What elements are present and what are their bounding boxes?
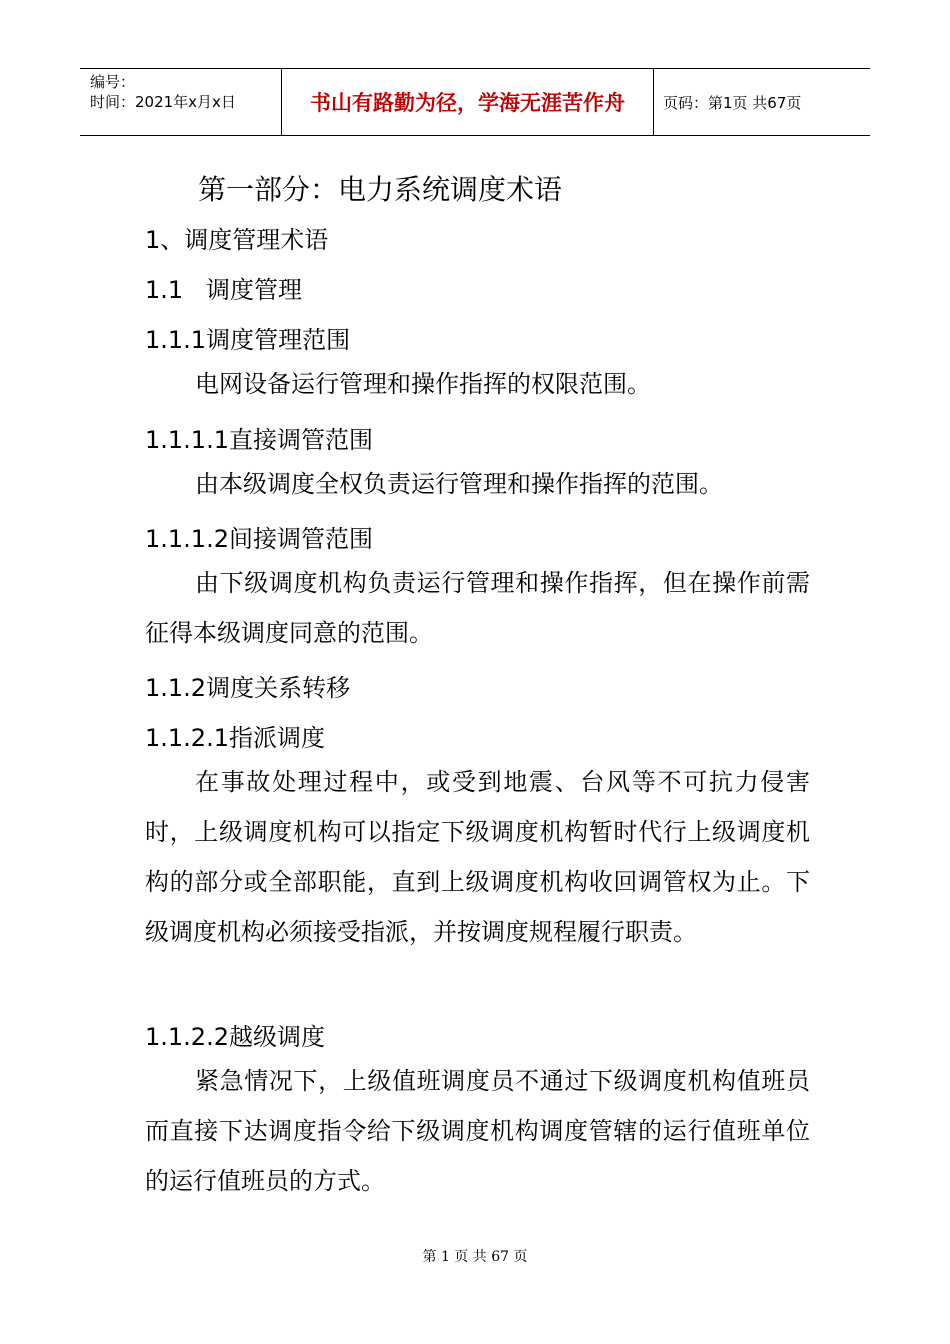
section-heading: 1、调度管理术语 — [145, 226, 329, 254]
section-heading: 1.1 调度管理 — [145, 276, 303, 304]
section-heading: 1.1.1.1直接调管范围 — [145, 426, 373, 454]
section-heading: 1.1.1调度管理范围 — [145, 326, 351, 354]
header-left-cell — [80, 69, 282, 135]
section-heading: 1.1.2调度关系转移 — [145, 674, 351, 702]
document-title: 第一部分：电力系统调度术语 — [198, 173, 563, 206]
paragraph: 紧急情况下，上级值班调度员不通过下级调度机构值班员而直接下达调度指令给下级调度机构调度管辖的运行值班单位的运行值班员的方式。 — [145, 1067, 810, 1195]
page-footer: 第 1 页 共 67 页 — [422, 1249, 528, 1265]
paragraph: 在事故处理过程中，或受到地震、台风等不可抗力侵害时，上级调度机构可以指定下级调度机构暂时代行上级调度机构的部分或全部职能，直到上级调度机构收回调管权为止。下级调度机构必须接受指派，并按调度规程履行职责。 — [145, 768, 810, 946]
paragraph: 电网设备运行管理和操作指挥的权限范围。 — [195, 370, 651, 398]
paragraph: 由本级调度全权负责运行管理和操作指挥的范围。 — [195, 470, 723, 498]
header-page-info: 页码：第1页 共67页 — [663, 93, 802, 112]
paragraph: 由下级调度机构负责运行管理和操作指挥，但在操作前需征得本级调度同意的范围。 — [145, 569, 810, 647]
header-motto: 书山有路勤为径，学海无涯苦作舟 — [282, 69, 654, 135]
number-label: 编号： — [90, 73, 136, 91]
section-heading: 1.1.2.1指派调度 — [145, 724, 325, 752]
section-heading: 1.1.1.2间接调管范围 — [145, 525, 373, 553]
header-table — [80, 68, 870, 136]
section-heading: 1.1.2.2越级调度 — [145, 1023, 325, 1051]
time-label: 时间：2021年x月x日 — [90, 93, 236, 111]
